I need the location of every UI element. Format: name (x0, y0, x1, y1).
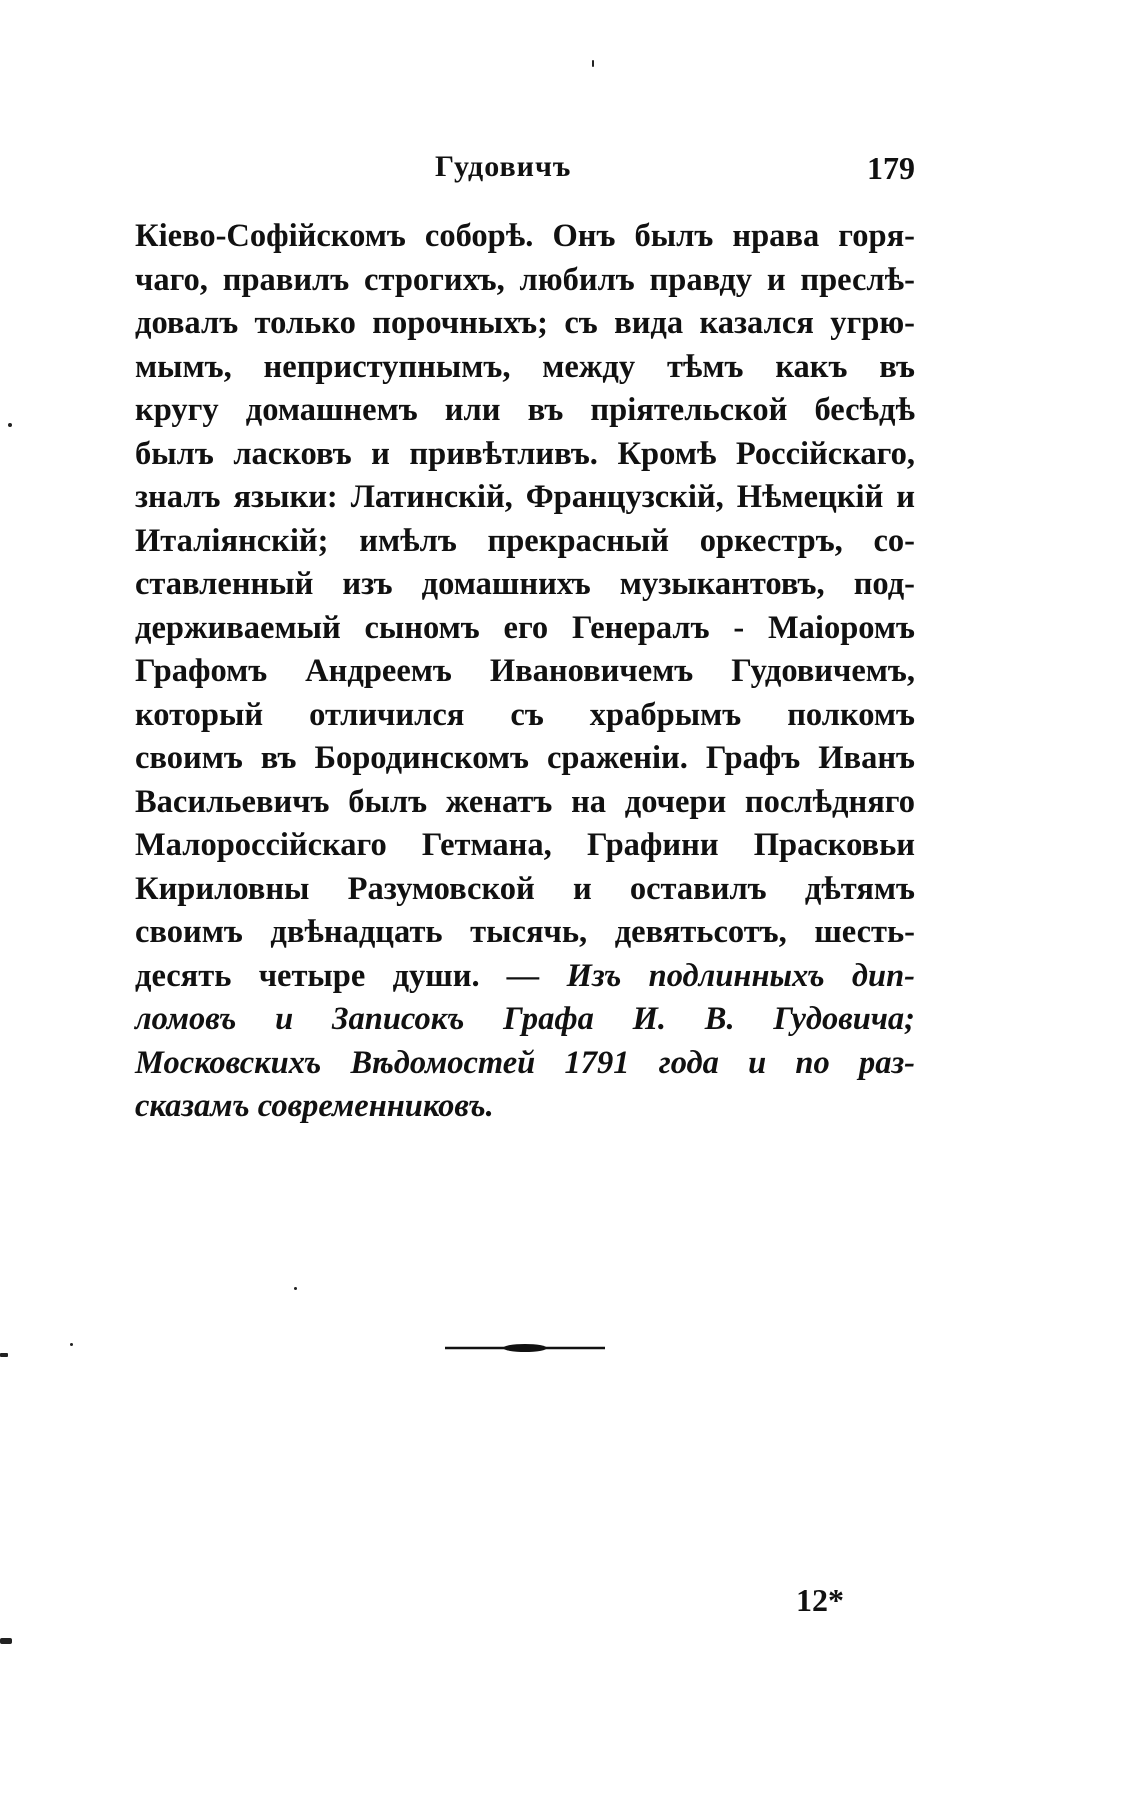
text-line: своимъ въ Бородинскомъ сраженіи. Графъ Иванъ (135, 740, 915, 776)
mixed-line (135, 955, 915, 999)
text-line: Кириловны Разумовской и оставилъ дѣтямъ (135, 870, 915, 907)
section-divider-ornament (445, 1338, 605, 1358)
text-line: былъ ласковъ и привѣтливъ. Кромѣ Россійскаго, (135, 435, 915, 472)
text-line: мымъ, неприступнымъ, между тѣмъ какъ въ (135, 348, 915, 385)
signature-mark: 12* (796, 1582, 844, 1618)
text-fragment: десять четыре души. (135, 957, 480, 994)
scan-speck (70, 1343, 73, 1346)
text-line: который отличился съ храбрымъ полкомъ (135, 696, 915, 733)
body-text (135, 215, 915, 1129)
text-line: ставленный изъ домашнихъ музыкантовъ, под- (135, 566, 915, 602)
source-citation-start: — Изъ подлинныхъ дип- (479, 957, 915, 994)
text-line: Васильевичъ былъ женатъ на дочери послѣдняго (135, 783, 915, 820)
text-line: чаго, правилъ строгихъ, любилъ правду и преслѣ- (135, 261, 915, 298)
source-citation-line: Московскихъ Вѣдомостей 1791 года и по раз- (135, 1044, 915, 1081)
text-line: своимъ двѣнадцать тысячь, девятьсотъ, шесть- (135, 914, 915, 950)
text-line: зналъ языки: Латинскій, Французскій, Нѣмецкій и (135, 479, 915, 515)
scan-speck (294, 1287, 297, 1290)
text-line: довалъ только порочныхъ; съ вида казался угрю- (135, 305, 915, 341)
scan-speck (8, 423, 12, 427)
running-head: Гудовичъ (435, 150, 572, 183)
text-line: Графомъ Андреемъ Ивановичемъ Гудовичемъ, (135, 653, 915, 689)
scan-speck (0, 1638, 12, 1644)
source-citation-line: сказамъ современниковъ. (135, 1088, 494, 1124)
text-line: Италіянскій; имѣлъ прекрасный оркестръ, со- (135, 522, 915, 559)
scan-speck (592, 60, 594, 67)
scan-speck (0, 1353, 8, 1357)
source-citation-line: ломовъ и Записокъ Графа И. В. Гудовича; (135, 1001, 915, 1037)
text-line: Малороссійскаго Гетмана, Графини Прасковьи (135, 827, 915, 863)
text-line: держиваемый сыномъ его Генералъ - Маіоромъ (135, 609, 915, 646)
text-line: Кіево-Софійскомъ соборѣ. Онъ былъ нрава горя- (135, 218, 915, 254)
text-line: кругу домашнемъ или въ пріятельской бесѣдѣ (135, 392, 915, 428)
page-number: 179 (867, 150, 915, 186)
page-header (135, 150, 915, 190)
